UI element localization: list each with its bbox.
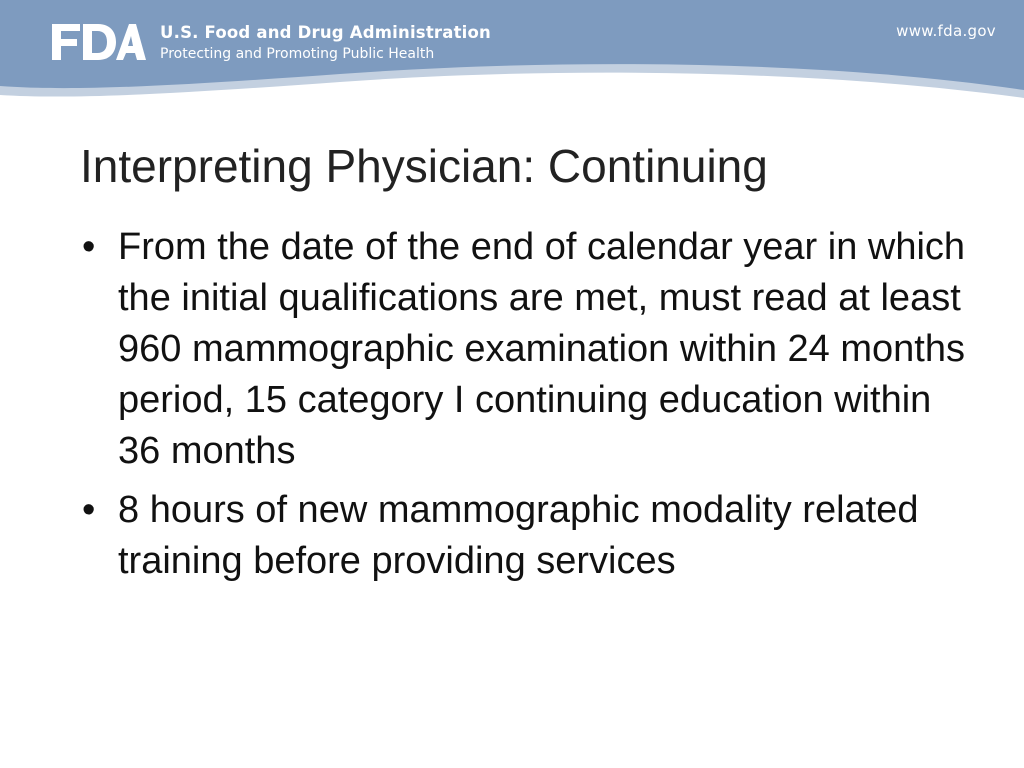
agency-tagline: Protecting and Promoting Public Health (160, 46, 435, 62)
bullet-text: From the date of the end of calendar year in which the initial qualifications are met, must read at least 960 mammographic examination within 24 months period, 15 category I continuing education within 36 months (118, 226, 966, 472)
agency-name: U.S. Food and Drug Administration (160, 23, 492, 42)
header-banner (0, 0, 1024, 120)
bullet-text: 8 hours of new mammographic modality related training before providing services (118, 489, 919, 582)
website-url[interactable]: www.fda.gov (896, 22, 996, 40)
banner-wave-graphic (0, 0, 1024, 120)
agency-block (160, 23, 491, 63)
bullet-dot-icon: • (82, 226, 96, 268)
bullet-item (80, 222, 970, 477)
bullet-item (80, 485, 970, 587)
bullet-dot-icon: • (82, 489, 96, 531)
slide-title: Interpreting Physician: Continuing (80, 140, 768, 192)
bullet-list (80, 222, 970, 595)
fda-logo-icon (50, 22, 146, 62)
